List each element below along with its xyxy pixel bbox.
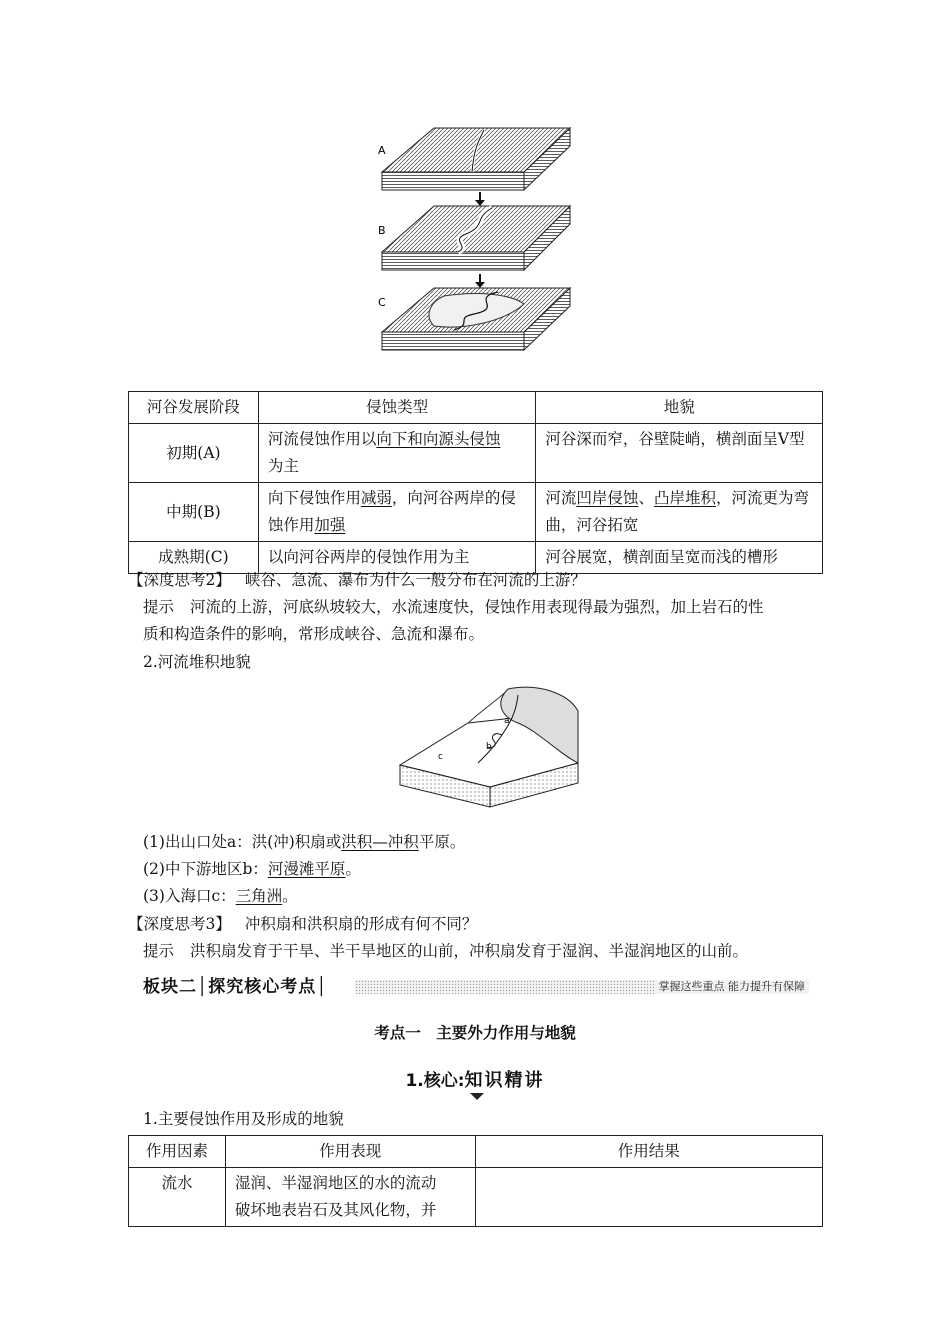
fig2-label-a: a	[504, 716, 510, 726]
section-banner	[143, 976, 809, 998]
header-manifestation: 作用表现	[225, 1136, 475, 1168]
stage-cell: 成熟期(C)	[129, 542, 259, 574]
factor-cell: 流水	[129, 1168, 226, 1227]
think3-question: 【深度思考3】 冲积扇和洪积扇的形成有何不同？	[128, 915, 478, 933]
label-b: B	[378, 224, 386, 237]
deposit-item: (1)出山口处a：洪(冲)积扇或洪积—冲积平原。	[143, 833, 466, 851]
manifestation-cell: 湿润、半湿润地区的水的流动 破坏地表岩石及其风化物，并	[225, 1168, 475, 1227]
block-a	[382, 128, 570, 190]
erosion-table	[128, 1135, 823, 1227]
table-row	[129, 1168, 823, 1227]
header-result: 作用结果	[475, 1136, 822, 1168]
think2-question: 【深度思考2】 峡谷、急流、瀑布为什么一般分布在河流的上游？	[128, 571, 586, 589]
valley-development-diagram	[374, 126, 578, 356]
stage-cell: 中期(B)	[129, 483, 259, 542]
arrow-b-c	[475, 274, 485, 288]
label-c: C	[378, 296, 386, 309]
section-erosion-title: 1.主要侵蚀作用及形成的地貌	[143, 1110, 344, 1128]
core-heading: 1.核心:知识精讲	[405, 1070, 545, 1091]
header-erosion: 侵蚀类型	[258, 392, 536, 424]
fig2-label-b: b	[486, 742, 492, 752]
erosion-cell: 河流侵蚀作用以向下和向源头侵蚀 为主	[258, 424, 536, 483]
landform-cell: 河流凹岸侵蚀、凸岸堆积，河流更为弯曲，河谷拓宽	[536, 483, 823, 542]
table-row	[129, 424, 823, 483]
table-header-row	[129, 1136, 823, 1168]
result-cell	[475, 1168, 822, 1227]
deposition-diagram	[398, 683, 582, 821]
header-landform: 地貌	[536, 392, 823, 424]
stage-cell: 初期(A)	[129, 424, 259, 483]
landform-cell: 河谷深而窄，谷壁陡峭，横剖面呈V型	[536, 424, 823, 483]
table-header-row	[129, 392, 823, 424]
think2-answer: 提示 河流的上游，河底纵坡较大，水流速度快，侵蚀作用表现得最为强烈，加上岩石的性	[143, 598, 764, 616]
think2-answer-cont: 质和构造条件的影响，常形成峡谷、急流和瀑布。	[143, 625, 485, 643]
banner-title: 板块二│探究核心考点│	[143, 977, 328, 997]
banner-subtitle: 掌握这些重点 能力提升有保障	[655, 980, 810, 994]
fig2-label-c: c	[438, 752, 443, 762]
landform-cell: 河谷展宽，横剖面呈宽而浅的槽形	[536, 542, 823, 574]
label-a: A	[378, 144, 386, 157]
header-factor: 作用因素	[129, 1136, 226, 1168]
table-row	[129, 483, 823, 542]
block-c	[382, 288, 570, 350]
block-b	[382, 206, 570, 270]
header-stage: 河谷发展阶段	[129, 392, 259, 424]
arrow-a-b	[475, 192, 485, 206]
kaodian-title: 考点一 主要外力作用与地貌	[374, 1024, 576, 1042]
erosion-cell: 向下侵蚀作用减弱，向河谷两岸的侵蚀作用加强	[258, 483, 536, 542]
deposit-item: (3)入海口c：三角洲。	[143, 887, 298, 905]
valley-development-figure	[374, 126, 578, 356]
deposition-figure	[398, 683, 582, 821]
core-heading-triangle	[470, 1093, 484, 1100]
section-deposition-title: 2.河流堆积地貌	[143, 653, 251, 671]
core-heading-emph: 知识精讲	[464, 1070, 545, 1091]
erosion-cell: 以向河谷两岸的侵蚀作用为主	[258, 542, 536, 574]
think3-answer: 提示 洪积扇发育于干旱、半干旱地区的山前，冲积扇发育于湿润、半湿润地区的山前。	[143, 942, 749, 960]
valley-stage-table	[128, 391, 823, 574]
deposit-item: (2)中下游地区b：河漫滩平原。	[143, 860, 361, 878]
